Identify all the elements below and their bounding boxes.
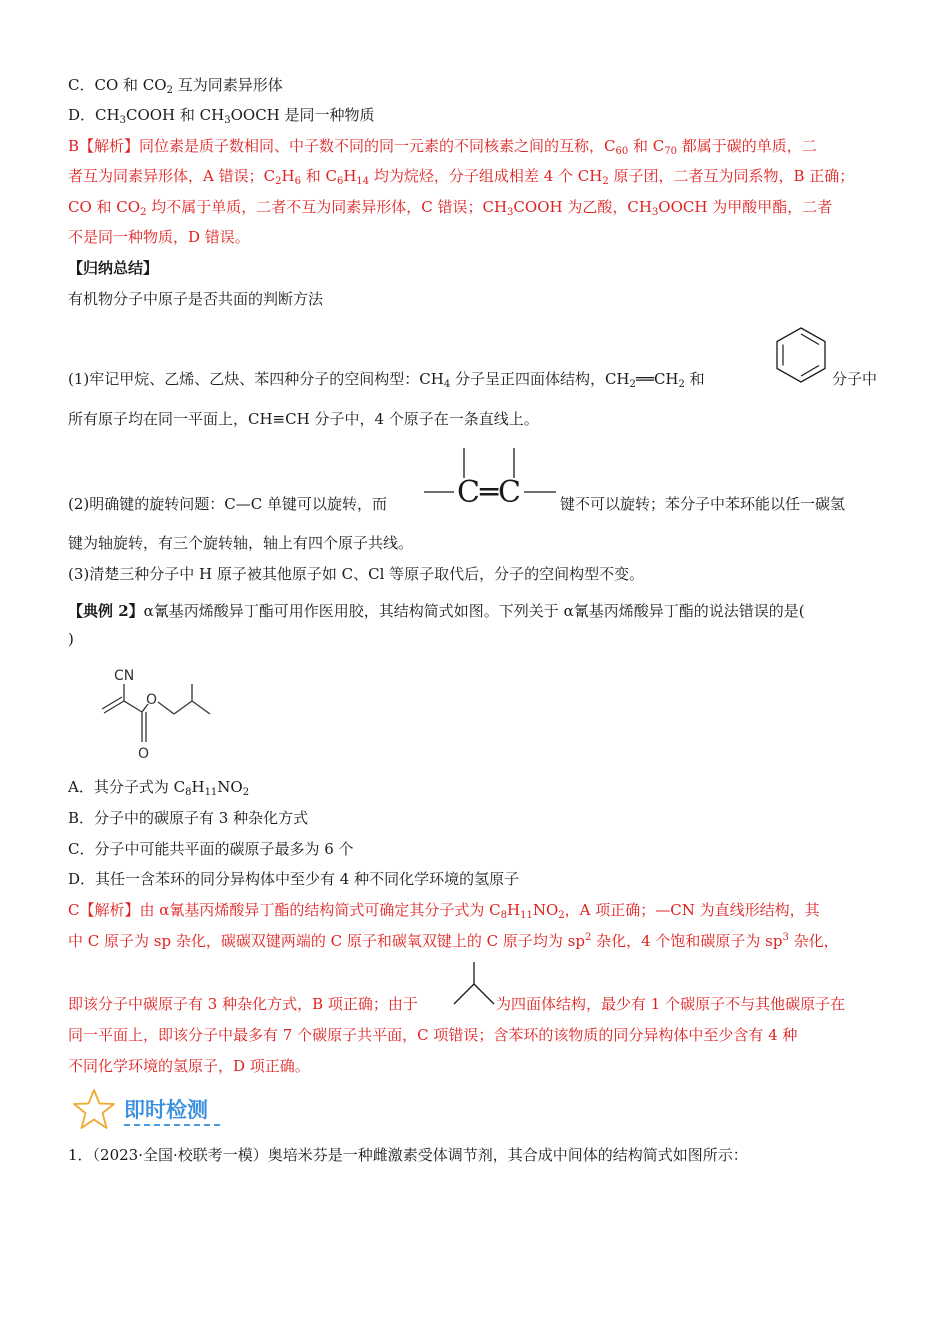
- example2-option-c: C．分子中可能共平面的碳原子最多为 6 个: [68, 840, 354, 858]
- cc-double-bond-structure-icon: [424, 446, 556, 510]
- summary-point3: (3)清楚三种分子中 H 原子被其他原子如 C、Cl 等原子取代后，分子的空间构型不变。: [68, 565, 645, 583]
- option-c-top: C．CO 和 $CO_2$ 互为同素异形体: [68, 76, 283, 96]
- summary-point1-a: (1)牢记甲烷、乙烯、乙炔、苯四种分子的空间构型：$CH_4$ 分子呈正四面体结构，$CH_2══CH_2$ 和: [68, 370, 705, 390]
- summary-intro: 有机物分子中原子是否共面的判断方法: [68, 290, 324, 308]
- svg-text:CN: CN: [114, 668, 135, 684]
- cc-double-bond-label: C═C: [457, 475, 521, 510]
- analysis2-line4: 同一平面上，即该分子中最多有 7 个碳原子共平面，C 项错误；含苯环的该物质的同分异构体中至少含有 4 种: [68, 1026, 798, 1044]
- isobutyl-cyanoacrylate-structure-icon: [96, 666, 216, 762]
- analysis2-line5: 不同化学环境的氢原子，D 项正确。: [68, 1057, 310, 1075]
- analysis2-line1: C【解析】由 α氰基丙烯酸异丁酯的结构简式可确定其分子式为 $C_8H_{11}NO_2$，A 项正确；—CN 为直线形结构，其: [68, 901, 820, 921]
- summary-point1-a-end: 分子中: [832, 370, 878, 388]
- analysis1-line2: 者互为同素异形体，A 错误；$C_2H_6$ 和 $C_6H_{14}$ 均为烷烃，分子组成相差 4 个 $CH_2$ 原子团，二者互为同系物，B 正确；: [68, 167, 855, 187]
- summary-point2-b: 键为轴旋转，有三个旋转轴，轴上有四个原子共线。: [68, 534, 414, 552]
- question-1: 1．（2023·全国·校联考一模）奥培米芬是一种雌激素受体调节剂，其合成中间体的结构简式如图所示：: [68, 1146, 748, 1164]
- summary-heading: 【归纳总结】: [68, 259, 159, 277]
- analysis2-line3-a: 即该分子中碳原子有 3 种杂化方式，B 项正确；由于: [68, 995, 418, 1013]
- star-icon: [72, 1088, 116, 1130]
- quiz-title-underline: [124, 1124, 220, 1126]
- analysis1-line4: 不是同一种物质，D 错误。: [68, 228, 250, 246]
- option-d-top: D．$CH_3COOH$ 和 $CH_3OOCH$ 是同一种物质: [68, 106, 375, 126]
- example2-stem-close: ): [68, 630, 74, 648]
- analysis1-line1: B【解析】同位素是质子数相同、中子数不同的同一元素的不同核素之间的互称，$C_{60}$ 和 $C_{70}$ 都属于碳的单质，二: [68, 137, 817, 157]
- svg-text:O: O: [138, 746, 150, 762]
- svg-text:O: O: [146, 692, 158, 708]
- example2-stem: 【典例 2】α氰基丙烯酸异丁酯可用作医用胶，其结构简式如图。下列关于 α氰基丙烯酸异丁酯的说法错误的是(: [68, 602, 805, 620]
- analysis1-line3: CO 和 $CO_2$ 均不属于单质，二者不互为同素异形体，C 错误；$CH_3COOH$ 为乙酸，$CH_3OOCH$ 为甲酸甲酯，二者: [68, 198, 833, 218]
- summary-point2-a-end: 键不可以旋转；苯分子中苯环能以任一碳氢: [560, 495, 846, 513]
- analysis2-line3-b: 为四面体结构，最少有 1 个碳原子不与其他碳原子在: [496, 995, 846, 1013]
- quiz-section-title: 即时检测: [124, 1098, 208, 1122]
- summary-point2-a: (2)明确键的旋转问题：C—C 单键可以旋转，而: [68, 495, 387, 513]
- example2-option-d: D．其任一含苯环的同分异构体中至少有 4 种不同化学环境的氢原子: [68, 870, 520, 888]
- example2-option-a: A．其分子式为 $C_8H_{11}NO_2$: [68, 778, 250, 798]
- summary-point1-b: 所有原子均在同一平面上，CH≡CH 分子中，4 个原子在一条直线上。: [68, 410, 539, 428]
- analysis2-line2: 中 C 原子为 sp 杂化，碳碳双键两端的 C 原子和碳氧双键上的 C 原子均为 $sp^2$ 杂化，4 个饱和碳原子为 $sp^3$ 杂化，: [68, 932, 839, 950]
- isopropyl-fragment-structure-icon: [452, 962, 496, 1008]
- example2-option-b: B．分子中的碳原子有 3 种杂化方式: [68, 809, 309, 827]
- benzene-structure-icon: [772, 326, 830, 384]
